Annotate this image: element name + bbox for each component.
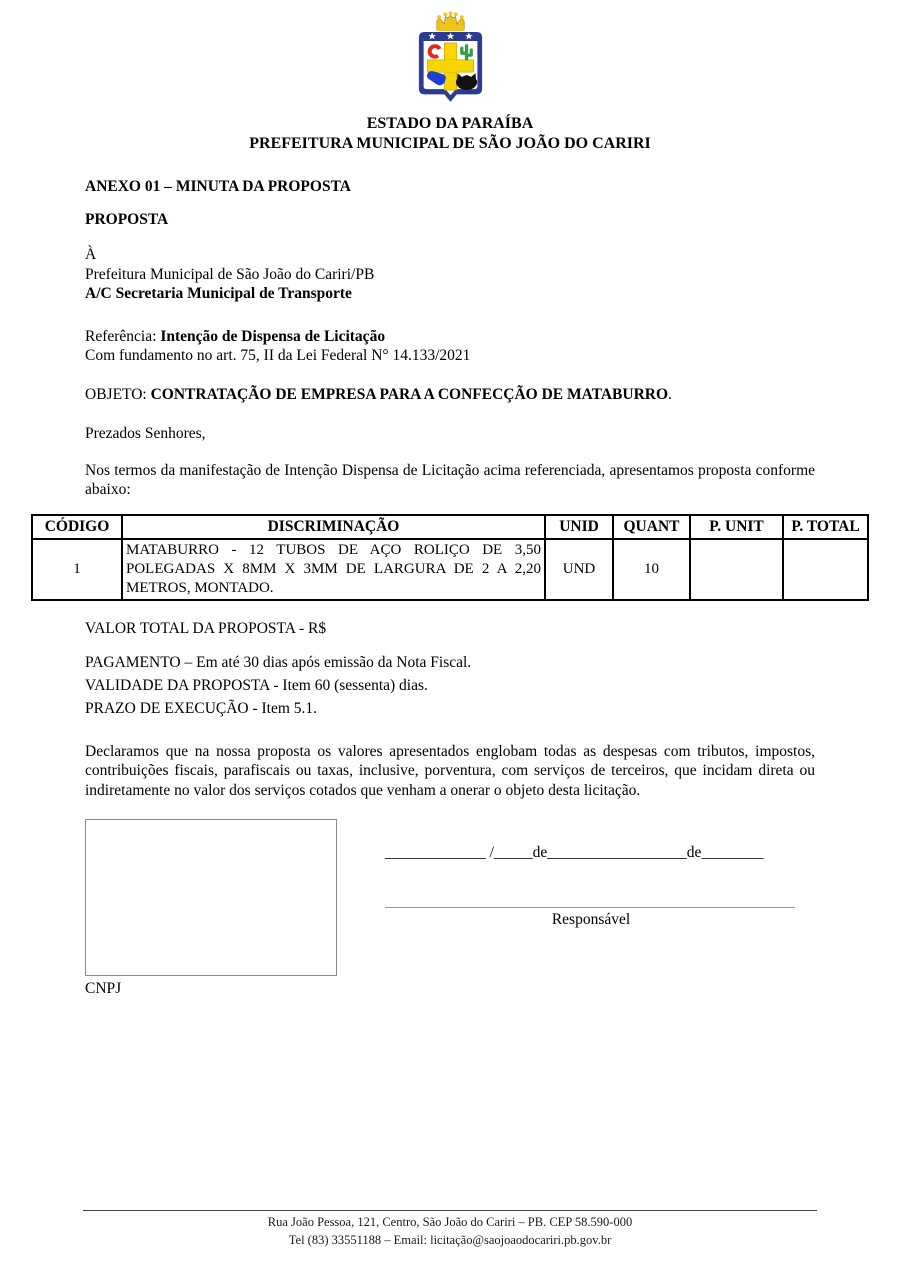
validity-term: VALIDADE DA PROPOSTA - Item 60 (sessenta) dias. <box>85 677 428 694</box>
addressee-block <box>85 245 815 304</box>
addressee-line: Prefeitura Municipal de São João do Cariri/PB <box>85 265 375 283</box>
addressee-salutation: À <box>85 246 97 263</box>
col-header-p-unit: P. UNIT <box>690 515 783 539</box>
annex-title: ANEXO 01 – MINUTA DA PROPOSTA <box>85 178 351 195</box>
reference-block <box>85 327 815 366</box>
object-suffix: . <box>668 385 672 403</box>
cell-quant: 10 <box>613 539 690 600</box>
greeting: Prezados Senhores, <box>85 425 206 442</box>
cell-unid: UND <box>545 539 613 600</box>
declaration-paragraph: Declaramos que na nossa proposta os valores apresentados englobam todas as despesas com tributos, impostos, contribuições fiscais, parafiscais ou taxas, inclusive, porventura, com serviços de terceiros, que incidam direta ou indiretamente no valor dos serviços cotados que venham a onerar o objeto desta licitação. <box>85 742 815 799</box>
signature-column <box>385 843 797 929</box>
object-value: CONTRATAÇÃO DE EMPRESA PARA A CONFECÇÃO DE MATABURRO <box>150 385 669 403</box>
proposal-title: PROPOSTA <box>85 211 169 228</box>
execution-term: PRAZO DE EXECUÇÃO - Item 5.1. <box>85 700 318 717</box>
col-header-discriminacao: DISCRIMINAÇÃO <box>122 515 545 539</box>
document-body-bottom <box>85 619 815 801</box>
page-footer <box>83 1210 817 1249</box>
cell-p-total <box>783 539 868 600</box>
col-header-codigo: CÓDIGO <box>32 515 122 539</box>
org-state-title: ESTADO DA PARAÍBA <box>366 115 534 132</box>
col-header-unid: UNID <box>545 515 613 539</box>
reference-value: Intenção de Dispensa de Licitação <box>160 327 386 345</box>
footer-contact: Tel (83) 33551188 – Email: licitação@saojoaodocariri.pb.gov.br <box>288 1233 612 1247</box>
table-row <box>32 539 868 600</box>
addressee-attention-line: A/C Secretaria Municipal de Transporte <box>85 285 352 302</box>
footer-address: Rua João Pessoa, 121, Centro, São João do Cariri – PB. CEP 58.590-000 <box>267 1215 633 1229</box>
cell-codigo: 1 <box>32 539 122 600</box>
col-header-quant: QUANT <box>613 515 690 539</box>
reference-label: Referência: <box>85 327 161 345</box>
intro-paragraph: Nos termos da manifestação de Intenção Dispensa de Licitação acima referenciada, apresentamos proposta conforme abaixo: <box>85 461 815 498</box>
letterhead <box>0 0 900 154</box>
cnpj-stamp-box <box>85 819 337 976</box>
proposal-items-table <box>31 514 869 601</box>
table-header-row <box>32 515 868 539</box>
reference-legal-basis: Com fundamento no art. 75, II da Lei Federal N° 14.133/2021 <box>85 347 471 364</box>
org-municipality-title: PREFEITURA MUNICIPAL DE SÃO JOÃO DO CARIRI <box>249 135 651 152</box>
object-line <box>85 385 815 405</box>
col-header-p-total: P. TOTAL <box>783 515 868 539</box>
payment-term: PAGAMENTO – Em até 30 dias após emissão da Nota Fiscal. <box>85 654 472 671</box>
object-label: OBJETO: <box>85 385 151 403</box>
cell-p-unit <box>690 539 783 600</box>
cell-discriminacao: MATABURRO - 12 TUBOS DE AÇO ROLIÇO DE 3,50 POLEGADAS X 8MM X 3MM DE LARGURA DE 2 A 2,20 METROS, MONTADO. <box>122 539 545 600</box>
signature-area <box>0 819 900 1014</box>
cnpj-label: CNPJ <box>85 980 122 997</box>
coat-of-arms-icon <box>403 8 498 108</box>
date-fill-line: _____________ /_____de__________________de________ <box>385 844 764 861</box>
total-value-line: VALOR TOTAL DA PROPOSTA - R$ <box>85 619 327 637</box>
document-body-top <box>85 178 815 500</box>
signature-line <box>385 907 795 908</box>
signatory-label: Responsável <box>551 911 631 928</box>
